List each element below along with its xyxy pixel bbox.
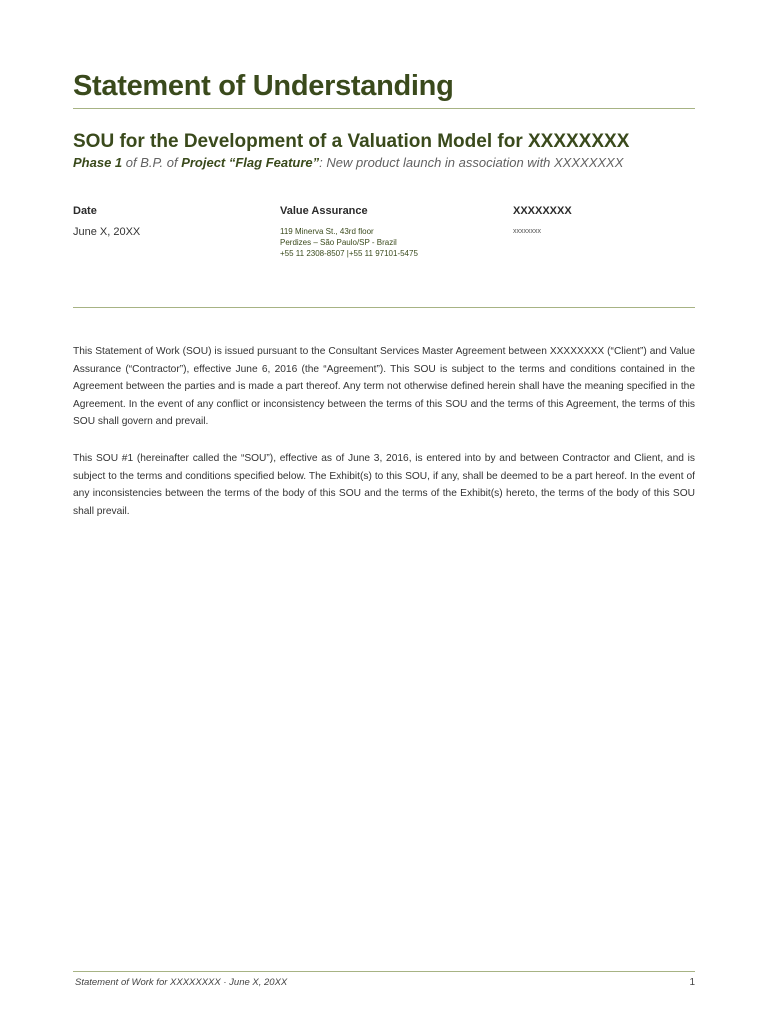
- title-divider: [73, 108, 695, 109]
- details-divider: [73, 307, 695, 308]
- contractor-column: [280, 205, 418, 259]
- date-label: Date: [73, 205, 97, 217]
- footer-text: Statement of Work for XXXXXXXX · June X, 20XX: [75, 977, 288, 988]
- client-name: XXXXXXXX: [513, 205, 572, 217]
- address-line-1: 119 Minerva St., 43rd floor: [280, 227, 374, 236]
- project-name: Project “Flag Feature”: [181, 155, 320, 170]
- contractor-name: Value Assurance: [280, 205, 368, 217]
- document-subtitle: SOU for the Development of a Valuation Model for XXXXXXXX: [73, 131, 630, 152]
- client-detail: xxxxxxxx: [513, 228, 541, 235]
- date-value: June X, 20XX: [73, 226, 141, 238]
- date-column: [73, 205, 140, 238]
- body-paragraph-1: This Statement of Work (SOU) is issued pursuant to the Consultant Services Master Agreement between XXXXXXXX (“Client”) and Value Assurance (“Contractor”), effective June 6, 2016 (the “Agreement”). This SOU is subject to the terms and conditions contained in the Agreement between the parties and is made a part thereof. Any term not otherwise defined herein shall have the meaning specified in the Agreement. In the event of any conflict or inconsistency between the terms of this SOU and the terms of this Agreement, the terms of this SOU shall govern and prevail.: [73, 346, 695, 427]
- document-page: [73, 0, 695, 1024]
- document-title: Statement of Understanding: [73, 70, 454, 102]
- phase-rest-text: : New product launch in association with XXXXXXXX: [319, 155, 624, 170]
- footer-divider: [73, 971, 695, 972]
- phase-of-text: of B.P. of: [122, 155, 182, 170]
- address-line-2: Perdizes – São Paulo/SP - Brazil: [280, 238, 397, 247]
- client-column: [513, 205, 572, 235]
- phase-label: Phase 1: [73, 155, 123, 170]
- body-paragraph-2: This SOU #1 (hereinafter called the “SOU”), effective as of June 3, 2016, is entered into by and between Contractor and Client, and is subject to the terms and conditions specified below. The Exhibit(s) to this SOU, if any, shall be deemed to be a part hereof. In the event of any inconsistencies between the terms of the body of this SOU and the terms of the Exhibit(s) hereto, the terms of the body of this SOU shall prevail.: [73, 453, 695, 517]
- contractor-address: [280, 226, 418, 259]
- page-number: 1: [689, 977, 695, 988]
- phase-line: [73, 155, 623, 170]
- phone-line: +55 11 2308-8507 |+55 11 97101-5475: [280, 249, 418, 258]
